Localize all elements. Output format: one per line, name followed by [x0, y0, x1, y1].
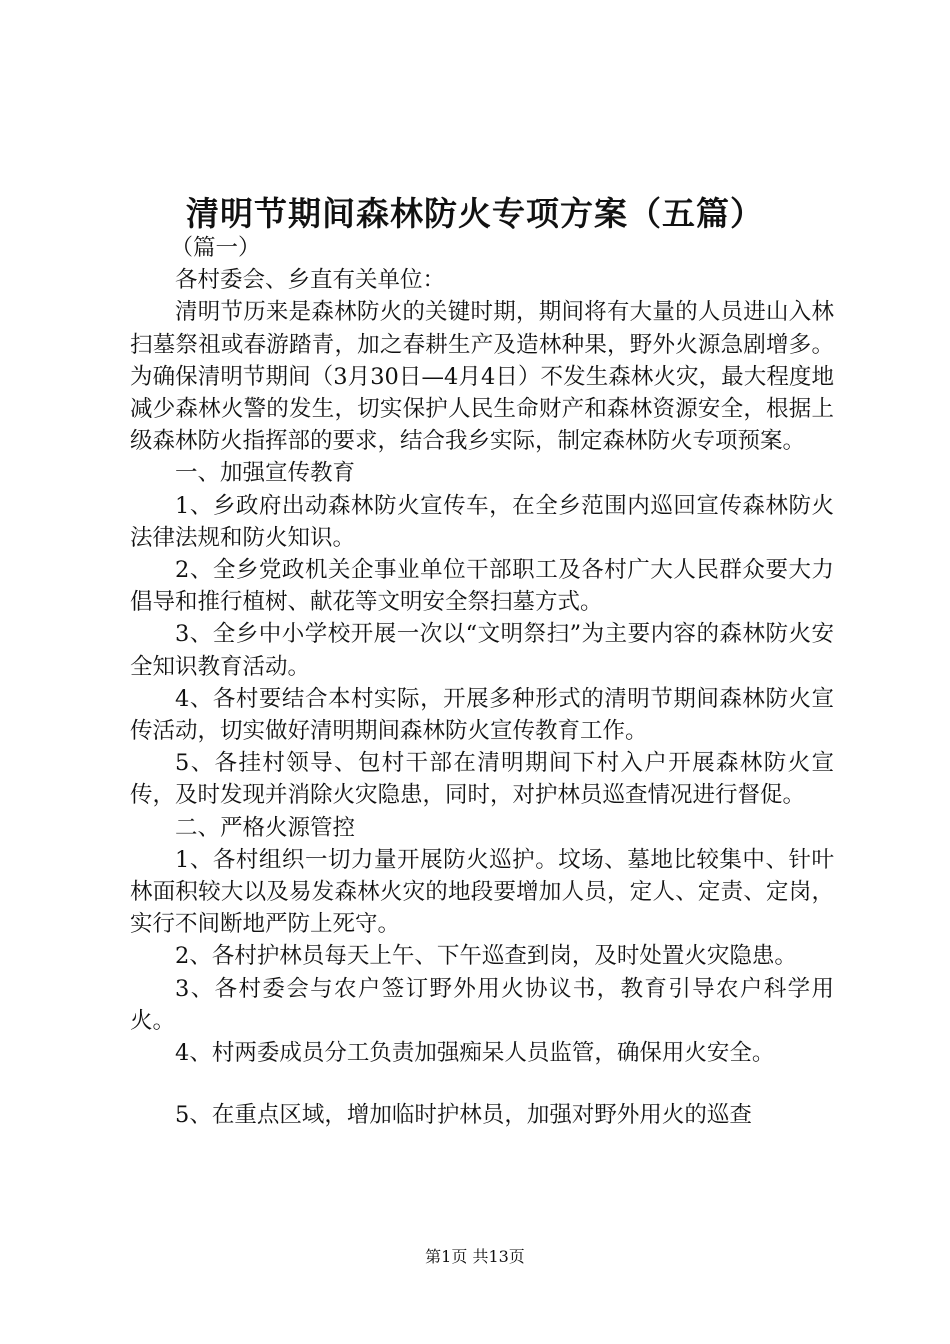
document-title: 清明节期间森林防火专项方案（五篇） [186, 194, 764, 233]
list-item: 4、村两委成员分工负责加强痴呆人员监管，确保用火安全。 [175, 1040, 775, 1067]
document-body [130, 232, 834, 1131]
list-item: 1、乡政府出动森林防火宣传车，在全乡范围内巡回宣传森林防火法律法规和防火知识。 [130, 492, 834, 551]
list-item: 4、各村要结合本村实际，开展多种形式的清明节期间森林防火宣传活动，切实做好清明期间森林防火宣传教育工作。 [130, 685, 834, 745]
list-item: 3、全乡中小学校开展一次以“文明祭扫”为主要内容的森林防火安全知识教育活动。 [130, 621, 834, 680]
list-item: 5、在重点区域，增加临时护林员，加强对野外用火的巡查 [175, 1102, 752, 1129]
list-item: 2、全乡党政机关企事业单位干部职工及各村广大人民群众要大力倡导和推行植树、献花等文明安全祭扫墓方式。 [130, 557, 834, 616]
list-item: 5、各挂村领导、包村干部在清明期间下村入户开展森林防火宣传，及时发现并消除火灾隐患，同时，对护林员巡查情况进行督促。 [130, 750, 834, 809]
salutation: 各村委会、乡直有关单位： [175, 267, 446, 294]
section-heading-fire-control: 二、严格火源管控 [175, 814, 356, 841]
section-heading-part-one: （篇一） [170, 235, 261, 261]
page-footer: 第1页 共13页 [425, 1247, 525, 1266]
list-item: 3、各村委会与农户签订野外用火协议书，教育引导农户科学用火。 [130, 975, 834, 1034]
intro-paragraph: 清明节历来是森林防火的关键时期，期间将有大量的人员进山入林扫墓祭祖或春游踏青，加之春耕生产及造林种果，野外火源急剧增多。为确保清明节期间（3月30日—4月4日）不发生森林火灾，最大程度地减少森林火警的发生，切实保护人民生命财产和森林资源安全，根据上级森林防火指挥部的要求，结合我乡实际，制定森林防火专项预案。 [130, 299, 834, 455]
list-item: 2、各村护林员每天上午、下午巡查到岗，及时处置火灾隐患。 [175, 943, 797, 970]
section-heading-publicity: 一、加强宣传教育 [175, 460, 356, 487]
list-item: 1、各村组织一切力量开展防火巡护。坟场、墓地比较集中、针叶林面积较大以及易发森林火灾的地段要增加人员，定人、定责、定岗，实行不间断地严防上死守。 [130, 846, 834, 938]
